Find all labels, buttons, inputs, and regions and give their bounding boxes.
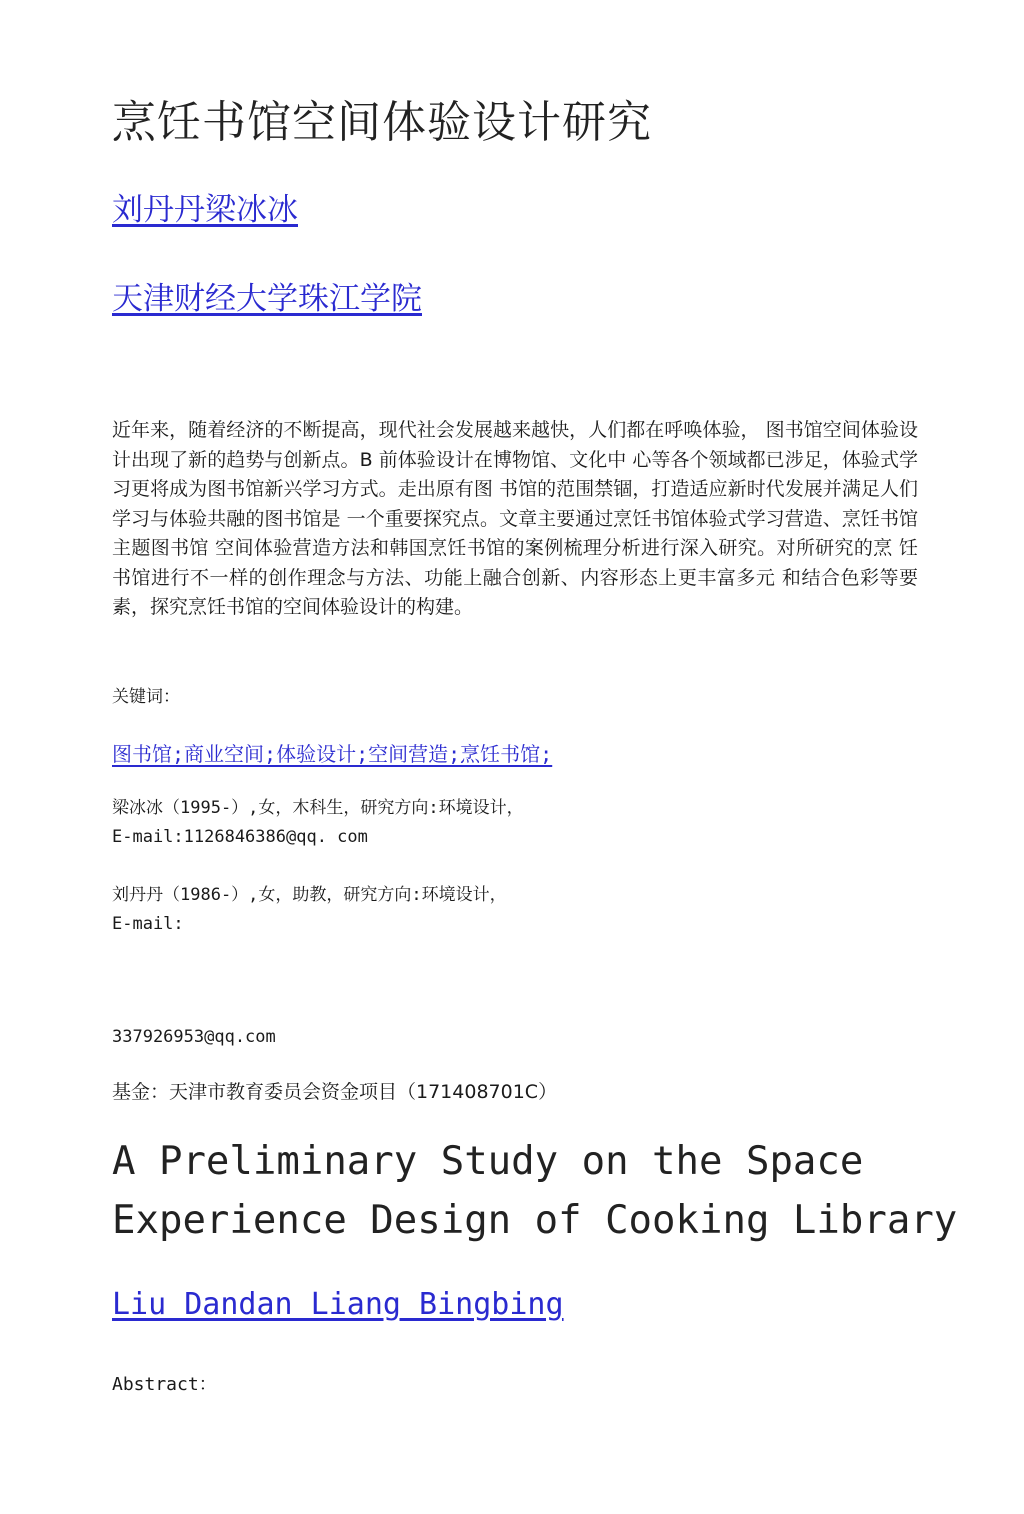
affiliation-link[interactable]: 天津财经大学珠江学院 — [112, 281, 422, 317]
keywords-link[interactable]: 图书馆;商业空间;体验设计;空间营造;烹饪书馆; — [112, 742, 553, 766]
author-note-2-info: 刘丹丹（1986-）,女，助教，研究方向:环境设计， — [112, 885, 507, 905]
abstract-text: 近年来，随着经济的不断提高，现代社会发展越来越快，人们都在呼唤体验， 图书馆空间体验设计出现了新的趋势与创新点。B 前体验设计在博物馆、文化中 心等各个领域都已涉足，体验式学习更将成为图书馆新兴学习方式。走出原有图 书馆的范围禁锢，打造适应新时代发展并满足人们学习与体验共融的图书馆是 一个重要探究点。文章主要通过烹饪书馆体验式学习营造、烹饪书馆主题图书馆 空间体验营造方法和韩国烹饪书馆的案例梳理分析进行深入研究。对所研究的烹 饪书馆进行不一样的创作理念与方法、功能上融合创新、内容形态上更丰富多元 和结合色彩等要素，探究烹饪书馆的空间体验设计的构建。 — [112, 419, 918, 618]
keywords-label: 关键词： — [112, 687, 180, 707]
author-note-1 — [112, 794, 524, 852]
author-note-2 — [112, 881, 507, 939]
english-title-line-2: Experience Design of Cooking Library — [112, 1198, 958, 1243]
fund-note: 基金：天津市教育委员会资金项目（171408701C） — [112, 1081, 558, 1103]
author-note-1-email: E-mail:1126846386@qq. com — [112, 827, 368, 847]
english-title-line-1: A Preliminary Study on the Space — [112, 1139, 864, 1184]
author-note-2-email-continued: 337926953@qq.com — [112, 1027, 276, 1047]
author-note-2-email: E-mail: — [112, 914, 184, 934]
page-title: 烹饪书馆空间体验设计研究 — [112, 97, 652, 148]
authors-link[interactable]: 刘丹丹梁冰冰 — [112, 192, 298, 228]
author-note-1-info: 梁冰冰（1995-）,女，木科生，研究方向:环境设计， — [112, 798, 524, 818]
english-authors-link[interactable]: Liu Dandan Liang Bingbing — [112, 1287, 564, 1322]
english-title — [112, 1132, 958, 1250]
english-abstract-label: Abstract： — [112, 1374, 217, 1395]
